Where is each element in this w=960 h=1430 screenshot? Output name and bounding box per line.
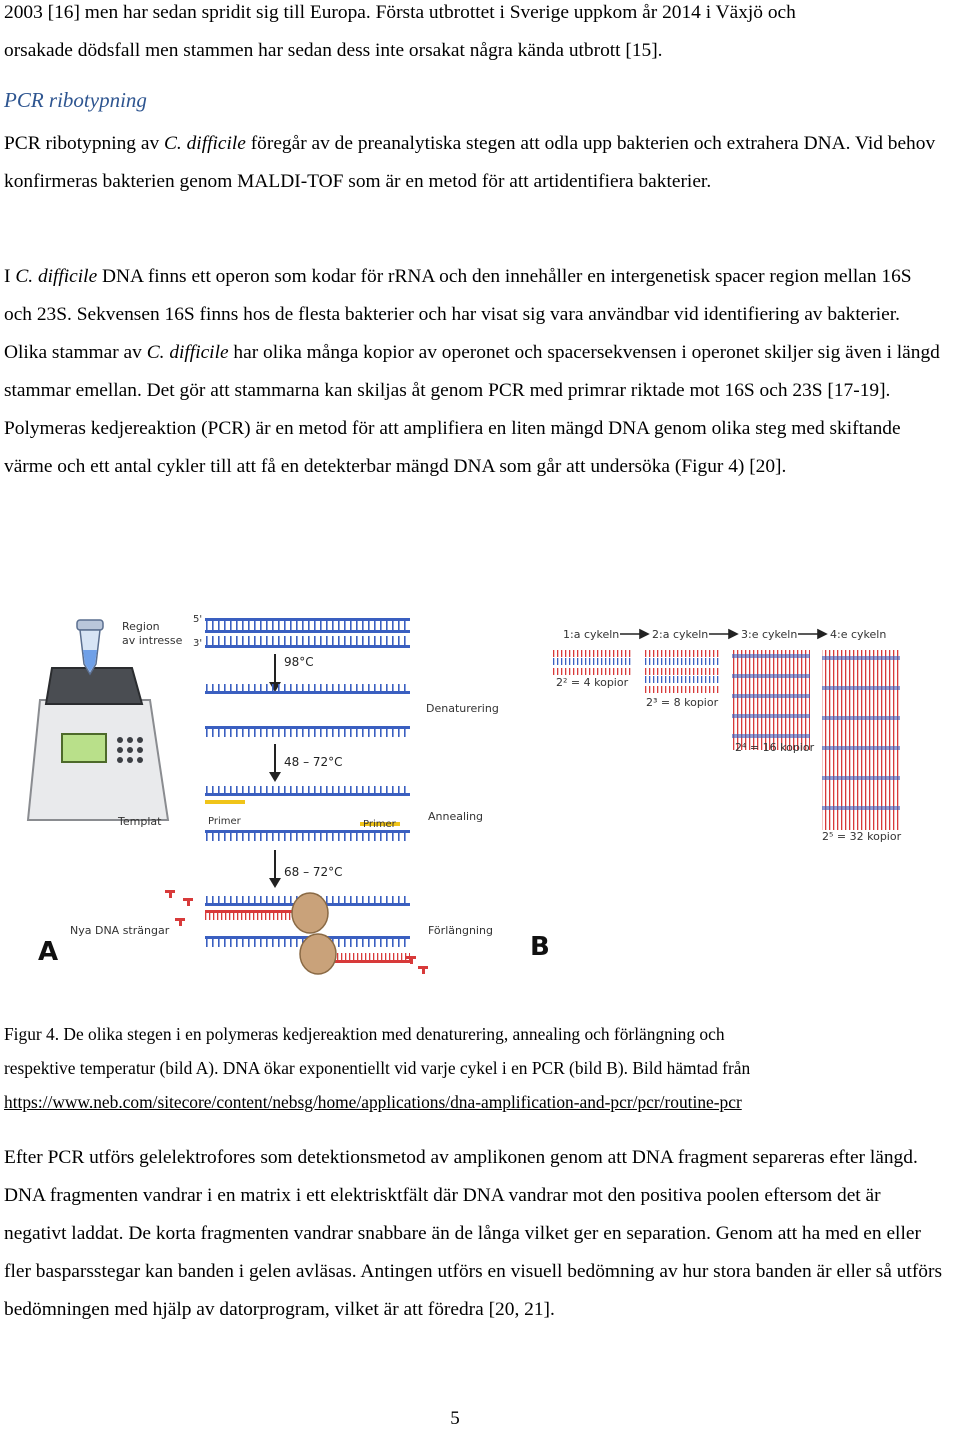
label-primer-2: Primer [363,819,396,830]
intro-line-1: 2003 [16] men har sedan spridit sig till Europa. Första utbrottet i Sverige uppkom år 2014 i Växjö och [4,2,796,23]
panel-b-label: B [530,932,550,962]
cycle-3-column [732,650,810,750]
figure-caption [4,1017,944,1119]
cycle-2-label: 2:a cykeln [652,628,709,641]
para1-text-b: föregår av de preanalytiska stegen att odla upp bakterien och extrahera DNA. Vid behov konfirmeras bakterien genom MALDI-TOF som är en metod för att artidentifiera bakterier. [4,133,936,192]
para2-text-c: har olika många kopior av operonet och spacersekvensen i operonet skiljer sig även i längd stammar emellan. Det gör att stammarna kan skiljas åt genom PCR med primrar riktade mot 16S och 23S [17-19]. Polymeras kedjereaktion (PCR) är en metod för att amplifiera en liten mängd DNA genom olika steg med skiftande värme och ett antal cykler till att få en detekterbar mängd DNA som går att undersöka (Figur 4) [20]. [4,342,940,477]
intro-text [4,0,944,70]
copies-cycle-4: 2⁵ = 32 kopior [822,830,902,843]
label-annealing: Annealing [428,810,484,823]
paragraph-operon [4,258,944,486]
cycle-3-label: 3:e cykeln [741,628,798,641]
thermocycler-icon [28,668,168,820]
dna-double-strand [205,618,410,648]
figure-4 [0,600,960,1000]
temp-extension: 68 – 72°C [284,865,343,879]
region-label-2: av intresse [122,634,183,647]
end-3-a: 3' [193,638,203,649]
separated-strands [205,684,410,737]
paragraph-gel: Efter PCR utförs gelelektrofores som detektionsmetod av amplikonen genom att DNA fragment separeras efter längd. DNA fragmenten vandrar i en matrix i ett elektrisktfält där DNA vandrar mot den positiva poolen eftersom det är negativt laddat. De korta fragmenten vandrar snabbare än de långa vilket ger en separation. Genom att ha med en eller fler basparsstegar kan banden i gelen avläsas. Antingen utförs en visuell bedömning av hur stora banden är eller så utförs bedömningen med hjälp av datorprogram, vilket är att föredra [20, 21]. [4,1147,943,1320]
section-heading: PCR ribotypning [4,88,147,112]
annealing-strands [205,786,410,841]
temp-annealing: 48 – 72°C [284,755,343,769]
cycle-1-label: 1:a cykeln [563,628,620,641]
label-templat: Templat [118,815,162,828]
label-denaturering: Denaturering [426,702,499,715]
label-nya-strangar: Nya DNA strängar [70,924,170,937]
label-primer-1: Primer [208,816,241,827]
copies-cycle-2: 2³ = 8 kopior [646,696,719,709]
source-link[interactable]: https://www.neb.com/sitecore/content/nebsg/home/applications/dna-amplification-and-pcr/pcr/routine-pcr [4,1092,742,1112]
cycle-4-label: 4:e cykeln [830,628,887,641]
copies-cycle-1: 2² = 4 kopior [556,676,629,689]
para2-species-1: C. difficile [15,266,98,287]
para2-text-a: I [4,266,16,287]
intro-line-2: orsakade dödsfall men stammen har sedan dess inte orsakat några kända utbrott [15]. [4,40,663,61]
para1-text-a: PCR ribotypning av [4,133,164,154]
cycle-4-column [822,650,900,830]
para2-species-2: C. difficile [146,342,229,363]
copies-cycle-3: 2⁴ = 16 kopior [735,741,815,754]
caption-line-2: respektive temperatur (bild A). DNA ökar exponentiellt vid varje cykel i en PCR (bild B). Bild hämtad från [4,1058,751,1078]
para2-text-b: DNA finns ett operon som kodar för rRNA och den innehåller en intergenetisk spacer region mellan 16S och 23S. Sekvensen 16S finns hos de flesta bakterier och har visat sig vara användbar vid identifiering av bakterier. Olika stammar av [4,266,912,363]
cycle-2-column [643,650,721,693]
panel-a-label: A [38,937,59,967]
para1-species: C. difficile [163,133,246,154]
temp-denaturation: 98°C [284,655,314,669]
sample-tube-icon [77,620,103,674]
end-5-a: 5' [193,614,203,625]
paragraph-pcr-intro [4,125,944,201]
region-label-1: Region [122,620,160,633]
cycle-1-column [553,650,631,675]
label-forlangning: Förlängning [428,924,493,937]
caption-line-1: Figur 4. De olika stegen i en polymeras kedjereaktion med denaturering, annealing och förlängning och [4,1024,725,1044]
page-number: 5 [450,1408,460,1429]
